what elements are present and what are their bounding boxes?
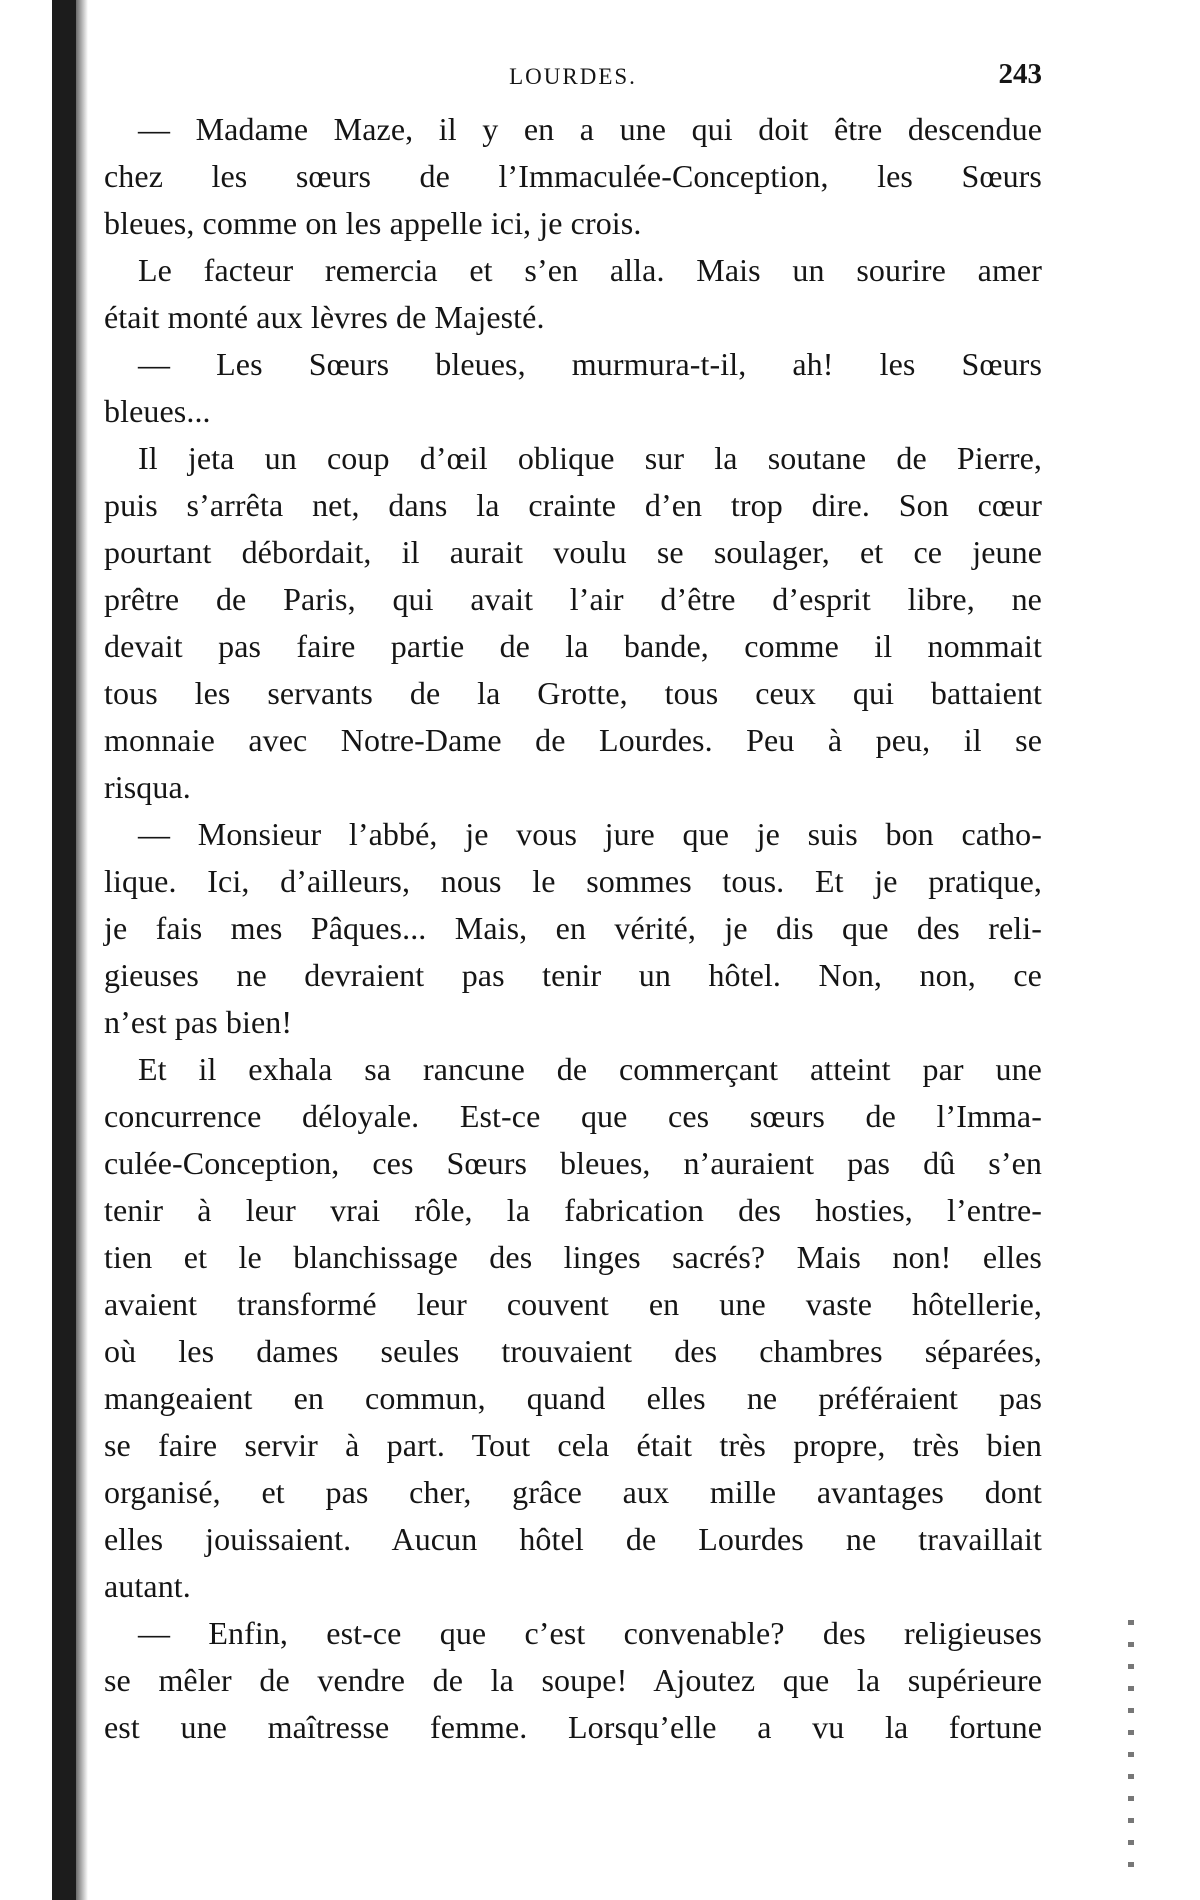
text-line: chez les sœurs de l’Immaculée-Conception, les Sœurs bbox=[104, 158, 1042, 194]
text-line: bleues... bbox=[104, 393, 211, 429]
text-line: est une maîtresse femme. Lorsqu’elle a vu la fortune bbox=[104, 1709, 1042, 1745]
book-page bbox=[104, 58, 1042, 1751]
text-line: où les dames seules trouvaient des chambres séparées, bbox=[104, 1333, 1042, 1369]
text-line: — Les Sœurs bleues, murmura-t-il, ah! les Sœurs bbox=[138, 346, 1042, 382]
text-line: monnaie avec Notre-Dame de Lourdes. Peu à peu, il se bbox=[104, 722, 1042, 758]
text-line: bleues, comme on les appelle ici, je crois. bbox=[104, 205, 642, 241]
page-number: 243 bbox=[998, 58, 1042, 90]
text-line: était monté aux lèvres de Majesté. bbox=[104, 299, 545, 335]
text-line: concurrence déloyale. Est-ce que ces sœurs de l’Imma- bbox=[104, 1098, 1042, 1134]
running-head bbox=[104, 58, 1042, 98]
binding-gutter-shadow bbox=[52, 0, 76, 1900]
text-line: tien et le blanchissage des linges sacrés? Mais non! elles bbox=[104, 1239, 1042, 1275]
text-line: puis s’arrêta net, dans la crainte d’en trop dire. Son cœur bbox=[104, 487, 1042, 523]
text-line: culée-Conception, ces Sœurs bleues, n’auraient pas dû s’en bbox=[104, 1145, 1042, 1181]
text-line: prêtre de Paris, qui avait l’air d’être d’esprit libre, ne bbox=[104, 581, 1042, 617]
text-line: avaient transformé leur couvent en une vaste hôtellerie, bbox=[104, 1286, 1042, 1322]
text-line: autant. bbox=[104, 1568, 191, 1604]
text-line: se faire servir à part. Tout cela était très propre, très bien bbox=[104, 1427, 1042, 1463]
text-line: lique. Ici, d’ailleurs, nous le sommes tous. Et je pratique, bbox=[104, 863, 1042, 899]
text-line: tous les servants de la Grotte, tous ceux qui battaient bbox=[104, 675, 1042, 711]
text-line: pourtant débordait, il aurait voulu se soulager, et ce jeune bbox=[104, 534, 1042, 570]
text-line: tenir à leur vrai rôle, la fabrication des hosties, l’entre- bbox=[104, 1192, 1042, 1228]
text-line: mangeaient en commun, quand elles ne préféraient pas bbox=[104, 1380, 1042, 1416]
body-text bbox=[104, 106, 1042, 1751]
text-line: n’est pas bien! bbox=[104, 1004, 293, 1040]
text-line: — Enfin, est-ce que c’est convenable? des religieuses bbox=[138, 1615, 1042, 1651]
text-line: devait pas faire partie de la bande, comme il nommait bbox=[104, 628, 1042, 664]
text-line: Il jeta un coup d’œil oblique sur la soutane de Pierre, bbox=[138, 440, 1042, 476]
page-edge-specks bbox=[1128, 1620, 1134, 1880]
text-line: organisé, et pas cher, grâce aux mille avantages dont bbox=[104, 1474, 1042, 1510]
text-line: je fais mes Pâques... Mais, en vérité, je dis que des reli- bbox=[104, 910, 1042, 946]
text-line: elles jouissaient. Aucun hôtel de Lourdes ne travaillait bbox=[104, 1521, 1042, 1557]
text-line: gieuses ne devraient pas tenir un hôtel. Non, non, ce bbox=[104, 957, 1042, 993]
text-line: — Monsieur l’abbé, je vous jure que je suis bon catho- bbox=[138, 816, 1042, 852]
text-line: Et il exhala sa rancune de commerçant atteint par une bbox=[138, 1051, 1042, 1087]
text-line: risqua. bbox=[104, 769, 191, 805]
text-line: se mêler de vendre de la soupe! Ajoutez que la supérieure bbox=[104, 1662, 1042, 1698]
text-line: — Madame Maze, il y en a une qui doit être descendue bbox=[138, 111, 1042, 147]
text-line: Le facteur remercia et s’en alla. Mais un sourire amer bbox=[138, 252, 1042, 288]
running-title: LOURDES. bbox=[509, 64, 637, 89]
